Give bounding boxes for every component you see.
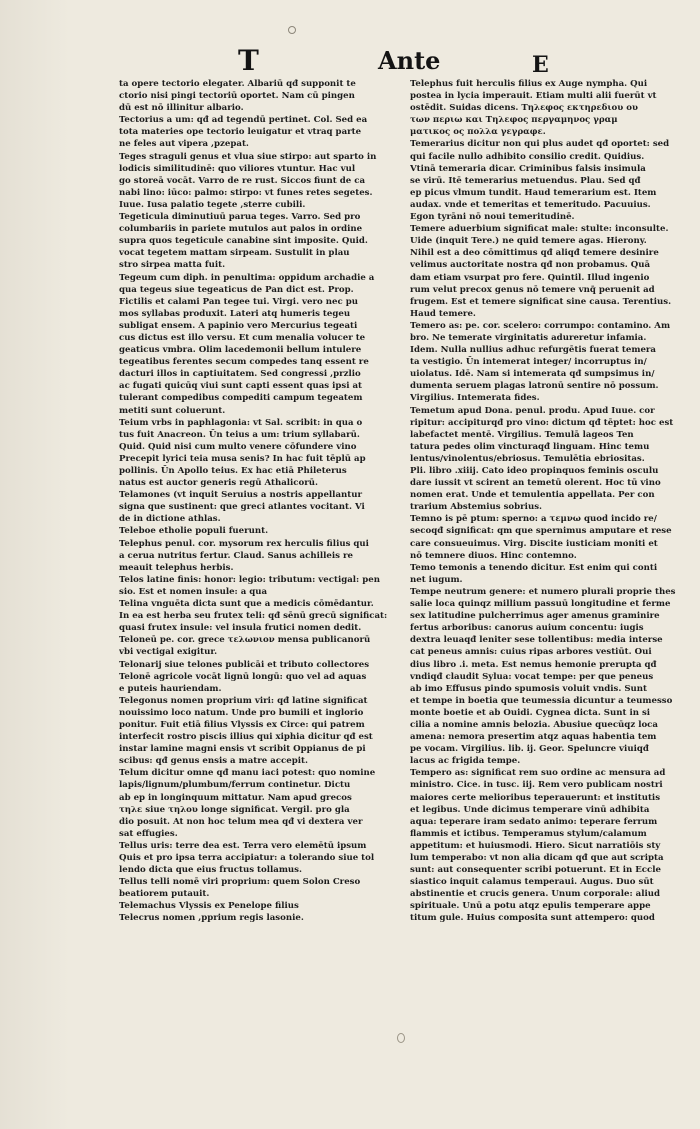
text-line: qua tegeus siue tegeaticus de Pan dict est. Prop.	[119, 284, 354, 295]
text-line: ripitur: accipiturqđ pro vino: dictum qđ tēptet: hoc est	[410, 417, 674, 428]
text-line: tatura pedes olim vincturaqđ linguam. Hinc temu	[410, 441, 650, 452]
text-line: Teium vrbs in paphlagonia: vt Sal. scribit: in qua o	[119, 417, 363, 428]
text-line: Tectorius a um: qđ ad tegendū pertinet. Col. Sed ea	[119, 115, 368, 126]
text-line: pollinis. Ūn Apollo teius. Ex hac etiā Phileterus	[119, 466, 347, 476]
text-line: dam etiam vsurpat pro fere. Quintil. Illud ingenio	[410, 272, 650, 283]
text-line: ab ep in longinquum mittatur. Nam apud grecos	[119, 792, 352, 803]
text-line: dumenta seruem plagas latronū sentire nō possum.	[410, 381, 659, 392]
text-line: sio. Est et nomen insule: a qua	[119, 586, 268, 597]
text-line: abstinentie et crucis genera. Unum corporale: aliud	[410, 889, 660, 900]
text-line: appetitum: et huiusmodi. Hiero. Sicut narratiōis sty	[410, 840, 661, 851]
text-line: flammis et ictibus. Temperamus stylum/calamum	[410, 828, 647, 839]
text-line: meauit telephus herbis.	[119, 562, 234, 573]
text-line: Tellus telli nomē viri proprium: quem Solon Creso	[119, 877, 361, 888]
text-line: nouissimo loco natum. Unde pro bumili et inglorio	[119, 707, 364, 718]
text-line: trarium Abstemius sobrius.	[410, 502, 543, 513]
text-line: frugem. Est et temere significat sine causa. Terentius.	[410, 296, 672, 307]
text-line: ctorio nisi pingi tectoriū oportet. Nam cū pingen	[119, 91, 355, 102]
text-line: se virū. Itē temerarius metuendus. Plau. Sed qđ	[410, 175, 641, 186]
text-line: Uide (inquit Tere.) ne quid temere agas. Hierony.	[410, 236, 647, 247]
text-line: sex latitudine pulcherrimus ager amenus graminire	[410, 611, 660, 622]
right-text-column	[410, 78, 676, 958]
text-line: Temno is pē ptum: sperno: a τεμνω quod incido re/	[410, 514, 657, 525]
text-line: titum gule. Huius composita sunt attempero: quod	[410, 913, 655, 924]
text-line: ponitur. Fuit etiā filius Vlyssis ex Circe: qui patrem	[119, 719, 365, 730]
text-line: ta vestigio. Ūn intemerat integer/ incorruptus in/	[410, 357, 647, 368]
text-line: lendo dicta que eius fructus tollamus.	[119, 865, 302, 876]
text-line: Virgilius. Intemerata fides.	[410, 393, 540, 404]
pinhole-bottom	[397, 1033, 405, 1043]
text-line: Telegonus nomen proprium viri: qđ latine significat	[119, 695, 368, 706]
text-line: ματικος ος πολλα γεγραφε.	[410, 127, 546, 138]
text-line: των περιω και Τηλεφος περγαμηνος γραμ	[410, 115, 618, 126]
text-line: go storeā vocāt. Varro de re rust. Siccos fiunt de ca	[119, 175, 366, 186]
text-line: Fictilis et calami Pan tegee tui. Virgi. vero nec pu	[119, 296, 358, 307]
text-line: tulerant compedibus compediti campum tegeatem	[119, 393, 363, 404]
text-line: monte boetie et ab Ouidi. Cygnea dicta. Sunt in si	[410, 707, 651, 718]
text-line: e puteis hauriendam.	[119, 683, 222, 694]
text-line: ac fugati quicūq viui sunt capti essent quas ipsi at	[119, 381, 363, 392]
running-head-left-letter: T	[238, 44, 259, 77]
text-line: geaticus vmbra. Olim lacedemonii bellum intulere	[119, 345, 362, 356]
text-line: Telonarij siue telones publicāi et tributo collectores	[119, 659, 370, 670]
text-line: Tegeticula diminutiuū parua teges. Varro. Sed pro	[119, 212, 361, 223]
text-line: quasi frutex insule: vel insula frutici nomen dedit.	[119, 623, 362, 634]
text-line: Vtinā temeraria dicar. Criminibus falsis insimula	[410, 163, 646, 174]
running-head-right-letter: E	[532, 52, 549, 78]
text-line: tota materies ope tectorio leuigatur et vtraq parte	[119, 127, 362, 138]
text-line: cilia a nomine amnis belozia. Abusiue quecūqz loca	[410, 719, 658, 730]
page-edge-shadow	[0, 0, 70, 1129]
text-line: Telephus fuit herculis filius ex Auge nympha. Qui	[410, 79, 648, 89]
text-line: dio posuit. At non hoc telum mea qđ vi dextera ver	[119, 816, 363, 827]
text-line: labefactet mentē. Virgilius. Temulā lageos Ten	[410, 429, 634, 440]
text-line: Telephus penul. cor. mysorum rex herculis filius qui	[119, 538, 369, 549]
text-line: Egon tyrāni nō noui temeritudinē.	[410, 212, 575, 223]
text-line: dacturi illos in captiuitatem. Sed congressi ,przlio	[119, 369, 361, 380]
text-line: Haud temere.	[410, 308, 476, 319]
text-line: ministro. Cice. in tusc. iij. Rem vero publicam nostri	[410, 780, 663, 791]
text-line: dare iussit vt scirent an temetū olerent. Hoc tū vino	[410, 478, 661, 489]
text-line: Tegeum cum diph. in penultima: oppidum archadie a	[119, 272, 375, 283]
text-line: lentus/vinolentus/ebriosus. Temulētia ebriositas.	[410, 453, 645, 464]
text-line: instar lamine magni ensis vt scribit Oppianus de pi	[119, 744, 366, 755]
text-line: Precepit lyrici teia musa senis? In hac fuit tēplū ap	[119, 453, 366, 464]
text-line: audax. vnde et temeritas et temeritudo. Pacuuius.	[410, 199, 651, 210]
text-line: lum temperabo: vt non alia dicam qđ que aut scripta	[410, 853, 664, 863]
text-line: vbi vectigal exigitur.	[119, 647, 218, 658]
text-line: amena: nemora presertim atqz aquas habentia tem	[410, 732, 657, 743]
text-line: pe vocam. Virgilius. lib. ij. Geor. Speluncre viuiqđ	[410, 744, 649, 755]
text-line: vocat tegetem mattam sirpeam. Sustulit in plau	[119, 248, 350, 259]
text-line: columbariis in pariete mutulos aut palos in ordine	[119, 224, 363, 235]
pinhole-top	[288, 26, 296, 34]
text-line: spirituale. Unū a potu atqz epulis temperare appe	[410, 901, 651, 912]
text-line: ep picus vlmum tundit. Haud temerarium est. Item	[410, 187, 657, 198]
text-line: lapis/lignum/plumbum/ferrum continetur. Dictu	[119, 780, 351, 791]
text-line: Telonē agricole vocāt lignū longū: quo vel ad aquas	[119, 671, 367, 682]
text-line: a cerua nutritus fertur. Claud. Sanus achilleis re	[119, 550, 353, 561]
text-line: nomen erat. Unde et temulentia appellata. Per con	[410, 490, 655, 501]
text-line: ostēdit. Suidas dicens. Τηλεφος εκτηρεδιου ου	[410, 103, 638, 114]
running-head-word: Ante	[378, 46, 441, 75]
text-line: vndiqđ claudit Sylua: vocat tempe: per que peneus	[410, 671, 654, 682]
text-line: Teloneū pe. cor. grece τελωνιον mensa publicanorū	[119, 635, 371, 646]
text-line: Temetum apud Dona. penul. produ. Apud Iuue. cor	[410, 405, 655, 416]
text-line: cat peneus amnis: cuius ripas arbores vestiūt. Oui	[410, 647, 652, 658]
text-line: tegeatibus ferentes secum compedes tanq essent re	[119, 357, 369, 368]
text-line: supra quos tegeticule canabine sint imposite. Quid.	[119, 236, 368, 247]
text-line: lodicis similitudinē: quo viliores vtuntur. Hac vul	[119, 163, 356, 174]
text-line: Iuue. Iusa palatio tegete ,sterre cubili.	[119, 199, 306, 210]
text-line: interfecit rostro piscis illius qui xiphia dicitur qđ est	[119, 732, 373, 743]
text-line: ta opere tectorio elegater. Albariū qđ supponit te	[119, 79, 356, 89]
text-line: bro. Ne temerate virginitatis adureretur infamia.	[410, 332, 647, 343]
text-line: natus est auctor generis regū Athalicorū.	[119, 478, 319, 489]
text-line: qui facile nullo adhibito consilio credit. Quidius.	[410, 151, 645, 162]
text-line: siastico inquit calamus temperaui. Augus. Duo sūt	[410, 877, 654, 888]
text-line: Tellus uris: terre dea est. Terra vero elemētū ipsum	[119, 840, 367, 851]
text-line: Temo temonis a tenendo dicitur. Est enim qui conti	[410, 562, 658, 573]
text-line: dū est nō illinitur albario.	[119, 103, 244, 114]
text-line: Telina vnguēta dicta sunt que a medicis cōmēdantur.	[119, 599, 374, 610]
text-line: Telemachus Vlyssis ex Penelope filius	[119, 901, 299, 912]
text-line: salie loca quinqz millium passuū longitudine et ferme	[410, 599, 671, 610]
text-line: secoqđ significat: qm que spernimus amputare et rese	[410, 526, 672, 537]
text-line: fertus arboribus: canorus auium concentu: iugis	[410, 623, 644, 634]
text-line: uiolatus. Idē. Nam si intemerata qđ sumpsimus in/	[410, 369, 655, 380]
text-line: Telos latine finis: honor: legio: tributum: vectigal: pen	[119, 574, 380, 585]
text-line: ne feles aut vipera ,pzepat.	[119, 139, 249, 150]
text-line: nabi lino: iūco: palmo: stirpo: vt funes retes segetes.	[119, 187, 373, 198]
text-line: de in dictione athlas.	[119, 514, 221, 525]
text-line: Telum dicitur omne qđ manu iaci potest: quo nomine	[119, 768, 376, 779]
text-line: metiti sunt coluerunt.	[119, 405, 226, 416]
text-line: Quid. Quid nisi cum multo venere cōfundere vino	[119, 441, 357, 452]
text-line: Tempe neutrum genere: et numero plurali proprie thes	[410, 586, 676, 597]
text-line: Tempero as: significat rem suo ordine ac mensura ad	[410, 768, 666, 779]
text-line: rum velut precox genus nō temere vnq̄ peruenit ad	[410, 284, 655, 295]
text-line: sunt: aut consequenter scribi potuerunt. Et in Eccle	[410, 865, 661, 876]
text-line: sat effugies.	[119, 828, 178, 839]
text-line: Telamones (vt inquit Seruius a nostris appellantur	[119, 490, 363, 501]
text-line: Pli. libro .xiiij. Cato ideo propinquos feminis osculu	[410, 466, 659, 476]
text-line: Nihil est a deo cōmittimus qđ aliqđ temere desinire	[410, 248, 659, 259]
text-line: tus fuit Anacreon. Ūn teius a um: trium syllabarū.	[119, 429, 360, 440]
text-line: ab imo Effusus pindo spumosis voluit vndis. Sunt	[410, 683, 647, 694]
text-line: Idem. Nulla nullius adhuc refurgētis fuerat temera	[410, 345, 657, 356]
text-line: Temerarius dicitur non qui plus audet qđ oportet: sed	[410, 139, 670, 150]
text-line: scibus: qđ genus ensis a matre accepit.	[119, 756, 308, 767]
text-line: signa que sustinent: que greci atlantes vocitant. Vi	[119, 502, 365, 513]
text-line: Teleboe etholie populi fuerunt.	[119, 526, 269, 537]
text-line: beatiorem putauit.	[119, 889, 210, 900]
text-line: Telecrus nomen ,pprium regis lasonie.	[119, 913, 304, 924]
text-line: subligat ensem. A papinio vero Mercurius tegeati	[119, 320, 358, 331]
text-line: Temero as: pe. cor. scelero: corrumpo: contamino. Am	[410, 320, 671, 331]
text-line: postea in lycia imperauit. Etiam multi alii fuerūt vt	[410, 91, 657, 102]
text-line: velimus auctoritate nostra qđ non probamus. Quā	[410, 260, 651, 271]
text-line: τηλε siue τηλου longe significat. Vergil. pro gla	[119, 804, 350, 815]
text-line: et legibus. Unde dicimus temperare vinū adhibita	[410, 804, 650, 815]
text-line: cus dictus est illo versu. Et cum menalia volucer te	[119, 332, 366, 343]
left-text-column	[119, 78, 405, 963]
text-line: Teges straguli genus et vlua siue stirpo: aut sparto in	[119, 151, 377, 162]
text-line: Quis et pro ipsa terra accipiatur: a tolerando siue tol	[119, 853, 375, 863]
text-line: nō temnere diuos. Hinc contemno.	[410, 550, 577, 561]
text-line: dextra leuaqđ leniter sese tollentibus: media interse	[410, 635, 663, 646]
text-line: lacus ac frigida tempe.	[410, 756, 521, 767]
text-line: maiores certe melioribus teperauerunt: et institutis	[410, 792, 661, 803]
text-line: stro sirpea matta fuit.	[119, 260, 226, 271]
text-line: dius libro .i. meta. Est nemus hemonie prerupta qđ	[410, 659, 657, 670]
text-line: aqua: teperare iram sedato animo: teperare ferrum	[410, 816, 658, 827]
text-line: net iugum.	[410, 574, 463, 585]
text-line: Temere aduerbium significat male: stulte: inconsulte.	[410, 224, 669, 235]
text-line: care consueuimus. Virg. Discite iusticiam moniti et	[410, 538, 658, 549]
text-line: mos syllabas produxit. Lateri atq humeris tegeu	[119, 308, 351, 319]
text-line: et tempe in boetia que teumessia dicuntur a teumesso	[410, 695, 673, 706]
text-line: In ea est herba seu frutex teli: qđ sēnū grecū significat:	[119, 611, 388, 622]
